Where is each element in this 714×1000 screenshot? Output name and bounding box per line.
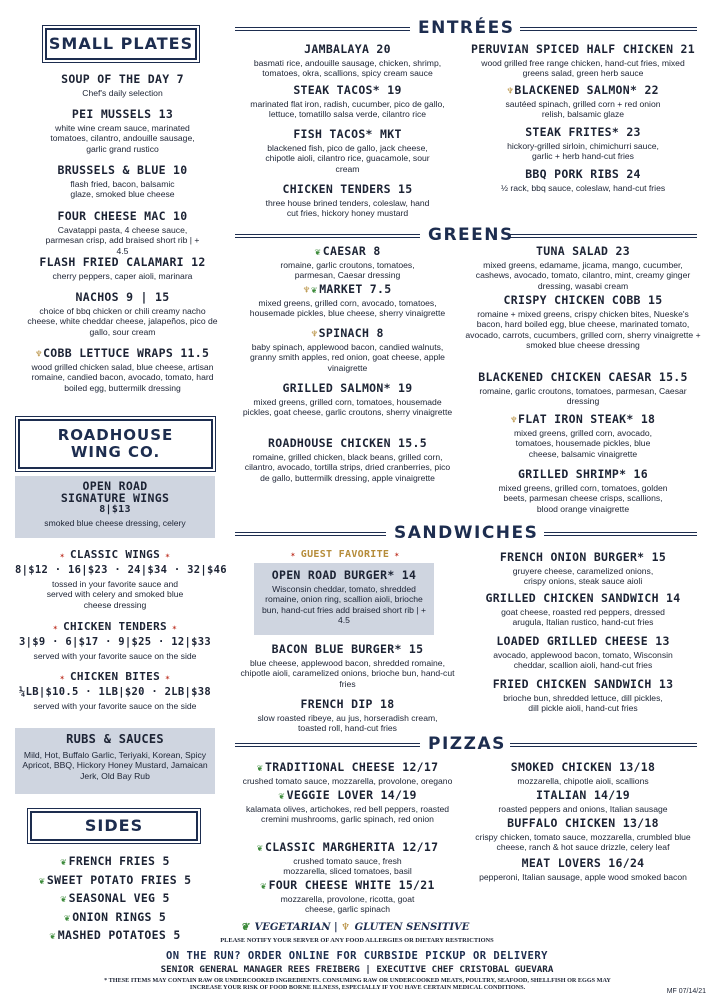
side-item — [15, 890, 215, 909]
side-item — [15, 872, 215, 891]
tenders-prices: 3|$9 · 6|$17 · 9|$25 · 12|$33 — [18, 636, 212, 648]
list-item — [20, 163, 225, 200]
tenders-title-text: CHICKEN TENDERS — [63, 620, 167, 633]
star-icon: ✶ — [389, 550, 400, 559]
menu-code: MF 07/14/21 — [666, 988, 706, 995]
star-icon: ✶ — [59, 551, 70, 560]
item-desc: Wisconsin cheddar, tomato, shredded romaine, onion ring, scallion aioli, brioche bun, hand-cut fries add braised short rib | + 4.5 — [262, 584, 426, 626]
item-desc: marinated flat iron, radish, cucumber, pico de gallo, lettuce, tomatillo salsa verde, cilantro rice — [250, 99, 445, 120]
item-desc: crispy chicken, tomato sauce, mozzarella, crumbled blue cheese, ranch & hot sauce drizzle, celery leaf — [475, 832, 691, 853]
item-name: STEAK TACOS* 19 — [293, 83, 402, 97]
side-item-label: SEASONAL VEG 5 — [68, 891, 170, 905]
classic-title — [15, 548, 215, 561]
signature-desc: smoked blue cheese dressing, celery — [44, 518, 186, 528]
item-name: BLACKENED CHICKEN CAESAR 15.5 — [478, 370, 688, 384]
side-item — [15, 909, 215, 928]
sandwich-item — [240, 642, 455, 689]
pizza-item — [458, 856, 708, 882]
list-item — [20, 72, 225, 98]
small-plates-header — [45, 28, 197, 60]
legend-vegetarian: VEGETARIAN — [254, 922, 331, 933]
chicken-tenders-wing — [15, 620, 215, 661]
item-desc: mixed greens, edamame, jicama, mango, cucumber, cashews, avocado, tomato, cilantro, mint, creamy ginger dressing, wasabi cream — [475, 260, 691, 291]
guest-favorite-label — [250, 549, 440, 560]
item-desc: sautéed spinach, grilled corn + red onion relish, balsamic glaze — [505, 99, 661, 120]
bites-title — [15, 670, 215, 683]
leaf-icon: ❦ — [60, 894, 67, 905]
raw-warning — [95, 977, 620, 992]
item-name-text: COBB LETTUCE WRAPS 11.5 — [43, 346, 210, 360]
item-desc: romaine, garlic croutons, tomatoes, parmesan, Caesar dressing — [280, 260, 415, 281]
entree-item — [240, 127, 455, 174]
item-desc: romaine, grilled chicken, black beans, grilled corn, cilantro, avocado, tortilla strips, dried cranberries, pico de gallo, buttermilk dressing, apple vinaigrette — [244, 452, 451, 483]
item-desc: mixed greens, grilled corn, tomatoes, golden beets, parmesan cheese crisps, scallions, blood orange vinaigrette — [498, 483, 668, 514]
classic-prices: 8|$12 · 16|$23 · 24|$34 · 32|$46 — [15, 564, 227, 576]
wheat-icon: ♆ — [507, 86, 514, 97]
item-desc: pepperoni, Italian sausage, apple wood smoked bacon — [479, 872, 687, 882]
greens-item — [240, 282, 455, 319]
item-name: LOADED GRILLED CHEESE 13 — [496, 634, 670, 648]
allergy-text: PLEASE NOTIFY YOUR SERVER OF ANY FOOD ALLERGIES OR DIETARY RESTRICTIONS — [220, 937, 494, 944]
item-name: NACHOS 9 | 15 — [75, 290, 170, 304]
item-name — [240, 326, 455, 340]
rubs-desc: Mild, Hot, Buffalo Garlic, Teriyaki, Korean, Spicy Apricot, BBQ, Hickory Honey Mustard, Jamaican Jerk, Old Bay Rub — [22, 750, 208, 781]
side-item-label: MASHED POTATOES 5 — [57, 928, 181, 942]
wheat-icon: ♆ — [303, 285, 310, 296]
item-name-text: BLACKENED SALMON* 22 — [514, 83, 659, 97]
item-name — [20, 346, 225, 360]
item-name: SOUP OF THE DAY 7 — [61, 72, 184, 86]
item-name: BRUSSELS & BLUE 10 — [57, 163, 188, 177]
legend-gluten: GLUTEN SENSITIVE — [354, 922, 470, 933]
greens-item — [458, 467, 708, 514]
item-name — [240, 282, 455, 296]
item-desc: gruyere cheese, caramelized onions, crispy onions, steak sauce aioli — [512, 566, 654, 587]
greens-item — [240, 381, 455, 418]
greens-item — [240, 244, 455, 281]
pizza-item — [240, 878, 455, 915]
sides-title: SIDES — [84, 815, 144, 835]
item-desc: mixed greens, grilled corn, tomatoes, housemade pickles, goat cheese, garlic croutons, sherry vinaigrette — [242, 397, 453, 418]
item-desc: romaine + mixed greens, crispy chicken bites, Nueske's bacon, hard boiled egg, blue cheese, marinated tomato, avocado, carrots, cucumbers, grilled corn, sherry vinaigrette + smoked blue cheese dressing — [465, 309, 701, 351]
item-desc: hickory-grilled sirloin, chimichurri sauce, garlic + herb hand-cut fries — [507, 141, 659, 162]
item-name-text: FOUR CHEESE WHITE 15/21 — [268, 878, 435, 892]
item-name: PEI MUSSELS 13 — [71, 107, 174, 121]
item-name — [458, 412, 708, 426]
item-desc: Cavatappi pasta, 4 cheese sauce, parmesan crisp, add braised short rib | + 4.5 — [45, 225, 200, 256]
greens-title: GREENS — [420, 225, 510, 245]
entree-item — [458, 83, 708, 120]
entrees-title: ENTRÉES — [410, 18, 520, 38]
classic-wings — [15, 548, 227, 610]
leaf-icon: ❦ — [310, 285, 318, 296]
item-desc: kalamata olives, artichokes, red bell peppers, roasted cremini mushrooms, garlic spinach, red onion — [246, 804, 450, 825]
item-name: FRENCH ONION BURGER* 15 — [499, 550, 667, 564]
item-name: FOUR CHEESE MAC 10 — [57, 209, 188, 223]
item-desc: goat cheese, roasted red peppers, dressed arugula, Italian rustico, hand-cut fries — [501, 607, 665, 628]
wheat-icon: ♆ — [510, 415, 518, 426]
wheat-icon: ♆ — [341, 922, 351, 933]
allergy-notice — [0, 937, 714, 944]
bites-title-text: CHICKEN BITES — [70, 670, 160, 683]
sandwich-item — [458, 634, 708, 671]
rubs-title: RUBS & SAUCES — [66, 732, 164, 746]
item-name: TUNA SALAD 23 — [536, 244, 630, 258]
item-name — [240, 878, 455, 892]
item-desc: wood grilled free range chicken, hand-cut fries, mixed greens salad, green herb sauce — [481, 58, 685, 79]
managers — [0, 964, 714, 975]
item-desc: cherry peppers, caper aioli, marinara — [52, 271, 193, 281]
sandwich-item — [458, 550, 708, 587]
star-icon: ✶ — [290, 550, 301, 559]
leaf-icon: ❦ — [49, 931, 56, 942]
item-desc: ½ rack, bbq sauce, coleslaw, hand-cut fries — [500, 183, 666, 193]
pizza-item — [240, 840, 455, 877]
pizza-item — [240, 788, 455, 825]
list-item — [20, 346, 225, 393]
leaf-icon: ❦ — [314, 247, 321, 258]
star-icon: ✶ — [160, 551, 171, 560]
item-desc: blackened fish, pico de gallo, jack cheese, chipotle aioli, cilantro rice, guacamole, sour cream — [265, 143, 430, 174]
raw-warning-text: * THESE ITEMS MAY CONTAIN RAW OR UNDERCOOKED INGREDIENTS. CONSUMING RAW OR UNDERCOOKED MEATS, POULTRY, SEAFOOD, SHELLFISH OR EGGS MAY INCREASE YOUR RISK OF FOOD BORNE ILLNESS, ESPECIALLY IF YOU HAVE CERTAIN MEDICAL CONDITIONS. — [104, 977, 611, 992]
item-desc: basmati rice, andouille sausage, chicken, shrimp, tomatoes, okra, scallions, spicy cream sauce — [253, 58, 442, 79]
item-name: BBQ PORK RIBS 24 — [525, 167, 641, 181]
guest-favorite — [250, 549, 440, 560]
wing-co-title-line1: ROADHOUSE — [57, 425, 174, 444]
item-name: FLASH FRIED CALAMARI 12 — [39, 255, 206, 269]
greens-item — [458, 370, 708, 407]
sandwich-item — [458, 591, 708, 628]
list-item — [20, 255, 225, 281]
managers-text: SENIOR GENERAL MANAGER REES FREIBERG | EXECUTIVE CHEF CRISTOBAL GUEVARA — [160, 964, 554, 975]
leaf-icon: ❦ — [260, 881, 267, 892]
pizza-item — [458, 760, 708, 786]
item-desc: crushed tomato sauce, fresh mozzarella, sliced tomatoes, basil — [283, 856, 412, 877]
item-desc: brioche bun, shredded lettuce, dill pickles, dill pickle aioli, hand-cut fries — [503, 693, 663, 714]
greens-item — [458, 412, 708, 459]
leaf-icon: ❦ — [38, 875, 45, 887]
entree-item — [240, 182, 455, 219]
item-desc: three house brined tenders, coleslaw, hand cut fries, hickory honey mustard — [265, 198, 430, 219]
bites-desc: served with your favorite sauce on the side — [33, 701, 197, 711]
online-order-text: ON THE RUN? ORDER ONLINE FOR CURBSIDE PICKUP OR DELIVERY — [165, 950, 548, 962]
greens-item — [240, 436, 455, 483]
star-icon: ✶ — [166, 623, 178, 632]
item-desc: roasted peppers and onions, Italian sausage — [498, 804, 668, 814]
item-name: FRIED CHICKEN SANDWICH 13 — [492, 677, 674, 691]
item-name-text: SPINACH 8 — [318, 326, 384, 340]
item-name-text: CAESAR 8 — [322, 244, 381, 258]
signature-price: 8|$13 — [99, 504, 131, 515]
signature-wings — [15, 480, 215, 528]
item-name — [240, 788, 455, 802]
guest-favorite-text: GUEST FAVORITE — [300, 549, 390, 560]
item-name: CRISPY CHICKEN COBB 15 — [503, 293, 663, 307]
item-name: FISH TACOS* MKT — [293, 127, 402, 141]
item-name: ITALIAN 14/19 — [536, 788, 630, 802]
tenders-desc: served with your favorite sauce on the side — [33, 651, 197, 661]
item-name — [240, 760, 455, 774]
item-name — [458, 83, 708, 97]
item-name — [240, 840, 455, 854]
item-name-text: MARKET 7.5 — [319, 282, 392, 296]
classic-desc: tossed in your favorite sauce and served with celery and smoked blue cheese dressing — [46, 579, 184, 610]
wheat-icon: ♆ — [311, 329, 318, 340]
item-name: PERUVIAN SPICED HALF CHICKEN 21 — [471, 42, 695, 56]
pizzas-title: PIZZAS — [420, 734, 510, 754]
leaf-icon: ❦ — [278, 791, 285, 802]
item-desc: wood grilled chicken salad, blue cheese, artisan romaine, candied bacon, avocado, tomato, hard boiled egg, buttermilk dressing — [31, 362, 214, 393]
item-desc: blue cheese, applewood bacon, shredded romaine, chipotle aioli, caramelized onions, brioche bun, hand-cut fries — [240, 658, 455, 689]
item-desc: flash fried, bacon, balsamic glaze, smoked blue cheese — [70, 179, 175, 200]
item-desc: slow roasted ribeye, au jus, horseradish cream, toasted roll, hand-cut fries — [257, 713, 438, 734]
item-desc: mixed greens, grilled corn, avocado, tomatoes, housemade pickles, blue cheese, balsamic vinaigrette — [513, 428, 653, 459]
item-name: FRENCH DIP 18 — [300, 697, 395, 711]
greens-item — [458, 293, 708, 351]
sandwich-item — [458, 677, 708, 714]
item-desc: Chef's daily selection — [82, 88, 163, 98]
signature-title-line2: SIGNATURE WINGS — [60, 491, 170, 505]
side-item-label: SWEET POTATO FRIES 5 — [46, 872, 192, 887]
item-name: MEAT LOVERS 16/24 — [521, 856, 645, 870]
entree-item — [240, 83, 455, 120]
bites-prices: ¼LB|$10.5 · 1LB|$20 · 2LB|$38 — [18, 686, 212, 698]
item-name: SMOKED CHICKEN 13/18 — [510, 760, 656, 774]
item-desc: avocado, applewood bacon, tomato, Wisconsin cheddar, scallion aioli, hand-cut fries — [493, 650, 673, 671]
pizza-item — [240, 760, 455, 786]
sandwiches-title: SANDWICHES — [386, 523, 544, 543]
sides-list — [15, 853, 215, 946]
item-desc: romaine, garlic croutons, tomatoes, parmesan, Caesar dressing — [479, 386, 687, 407]
entree-item — [458, 42, 708, 79]
tenders-title — [15, 620, 215, 633]
pizza-item — [458, 788, 708, 814]
leaf-icon: ❦ — [63, 912, 71, 924]
list-item — [20, 209, 225, 256]
item-name: BUFFALO CHICKEN 13/18 — [507, 816, 659, 830]
item-name: STEAK FRITES* 23 — [525, 125, 641, 139]
item-name-text: VEGGIE LOVER 14/19 — [286, 788, 417, 802]
item-name — [240, 244, 455, 258]
item-desc: mozzarella, chipotle aioli, scallions — [517, 776, 649, 786]
online-order — [0, 950, 714, 962]
side-item-label: FRENCH FRIES 5 — [68, 854, 170, 868]
item-name: GRILLED CHICKEN SANDWICH 14 — [485, 591, 681, 605]
sides-header — [30, 811, 198, 841]
item-desc: mozzarella, provolone, ricotta, goat cheese, garlic spinach — [280, 894, 415, 915]
entree-item — [458, 167, 708, 193]
leaf-icon: ❦ — [256, 843, 263, 854]
item-name-text: TRADITIONAL CHEESE 12/17 — [264, 760, 439, 774]
legend-divider: | — [334, 922, 342, 933]
rubs-sauces — [15, 732, 215, 781]
item-name: BACON BLUE BURGER* 15 — [271, 642, 424, 656]
small-plates-title: SMALL PLATES — [48, 33, 194, 53]
leaf-icon: ❦ — [60, 857, 67, 868]
greens-item — [458, 244, 708, 291]
item-desc: choice of bbq chicken or chili creamy nacho cheese, white cheddar cheese, jalapeños, pico de gallo, sour cream — [27, 306, 218, 337]
item-desc: mixed greens, grilled corn, avocado, tomatoes, housemade pickles, blue cheese, sherry vinaigrette — [249, 298, 446, 319]
pizza-item — [458, 816, 708, 853]
star-icon: ✶ — [59, 673, 70, 682]
chicken-bites — [15, 670, 215, 711]
item-name-text: CLASSIC MARGHERITA 12/17 — [264, 840, 439, 854]
item-name-text: FLAT IRON STEAK* 18 — [518, 412, 656, 426]
entree-item — [458, 125, 708, 162]
item-desc: white wine cream sauce, marinated tomatoes, cilantro, andouille sausage, garlic grand rustico — [50, 123, 195, 154]
list-item — [20, 107, 225, 154]
side-item-label: ONION RINGS 5 — [72, 909, 167, 924]
wheat-icon: ♆ — [35, 349, 43, 360]
list-item — [20, 290, 225, 337]
greens-item — [240, 326, 455, 373]
item-desc: crushed tomato sauce, mozzarella, provolone, oregano — [242, 776, 453, 786]
signature-title-line1: OPEN ROAD — [82, 479, 148, 493]
item-desc: baby spinach, applewood bacon, candied walnuts, granny smith apples, red onion, goat cheese, apple vinaigrette — [250, 342, 445, 373]
sandwich-item — [240, 697, 455, 734]
item-name: JAMBALAYA 20 — [304, 42, 391, 56]
side-item — [15, 853, 215, 872]
classic-title-text: CLASSIC WINGS — [70, 548, 160, 561]
item-name: CHICKEN TENDERS 15 — [282, 182, 413, 196]
legend — [220, 922, 490, 933]
leaf-icon: ❦ — [256, 763, 263, 774]
item-name: GRILLED SHRIMP* 16 — [517, 467, 649, 481]
star-icon: ✶ — [52, 623, 64, 632]
wing-co-title-line2: WING CO. — [70, 443, 161, 461]
item-name: GRILLED SALMON* 19 — [282, 381, 413, 395]
wing-co-header — [18, 419, 213, 469]
entree-item — [240, 42, 455, 79]
item-name: ROADHOUSE CHICKEN 15.5 — [268, 436, 427, 450]
leaf-icon: ❦ — [240, 922, 249, 933]
featured-burger — [254, 568, 434, 626]
item-name: OPEN ROAD BURGER* 14 — [271, 568, 417, 582]
star-icon: ✶ — [160, 673, 171, 682]
